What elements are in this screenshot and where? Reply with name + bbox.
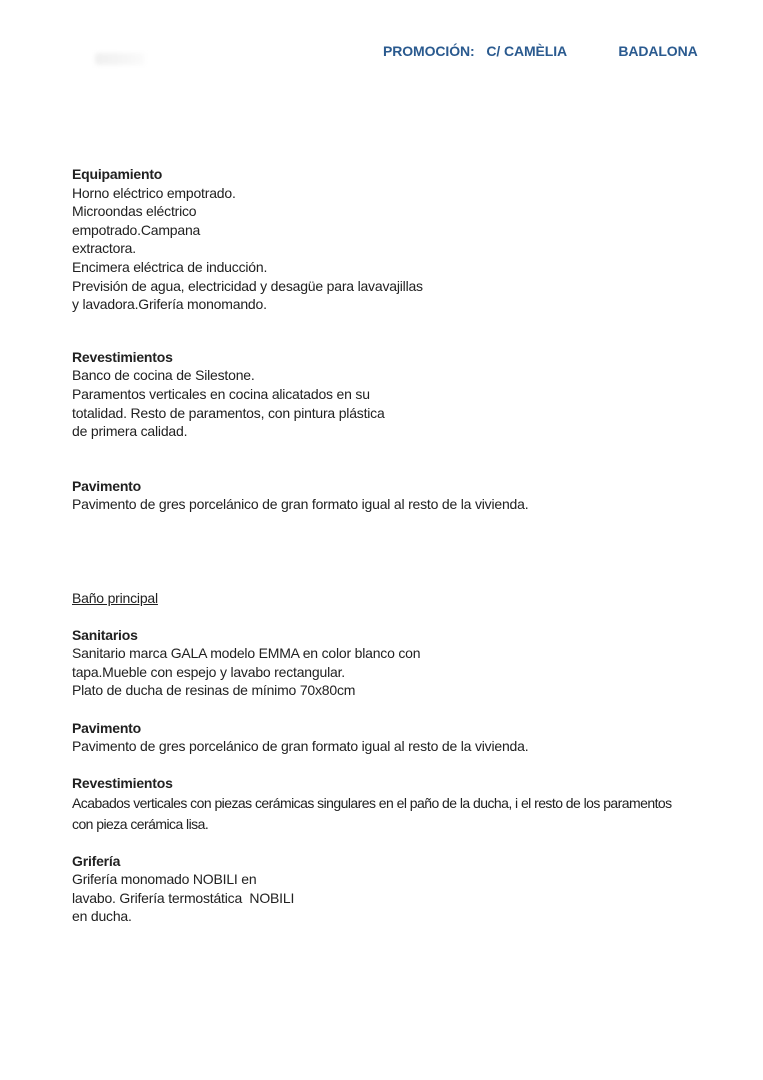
text-line: Microondas eléctrico: [72, 203, 197, 220]
text-line: extractora.: [72, 240, 136, 257]
text-line: Grifería monomado NOBILI en: [72, 871, 257, 888]
text-line: Previsión de agua, electricidad y desagüe para lavavajillas: [72, 277, 423, 294]
text-line: Sanitario marca GALA modelo EMMA en color blanco con: [72, 645, 421, 662]
section-equipamiento: [72, 165, 715, 314]
section-heading: Baño principal: [72, 589, 158, 606]
section-lines: [72, 737, 715, 756]
section-heading: Pavimento: [72, 477, 141, 494]
section-heading: Equipamiento: [72, 166, 163, 182]
section-heading: Pavimento: [72, 719, 141, 736]
text-line: lavabo. Grifería termostática NOBILI: [72, 889, 295, 906]
document-body: [72, 0, 715, 926]
text-line: tapa.Mueble con espejo y lavabo rectangular.: [72, 663, 345, 680]
section-revestimientos-bano: [72, 774, 715, 835]
text-line: Paramentos verticales en cocina alicatados en su: [72, 385, 370, 402]
text-line: de primera calidad.: [72, 423, 188, 440]
text-line: Pavimento de gres porcelánico de gran formato igual al resto de la vivienda.: [72, 738, 529, 755]
section-sanitarios: [72, 626, 715, 700]
section-heading: Revestimientos: [72, 348, 173, 365]
text-line: Acabados verticales con piezas cerámicas singulares en el paño de la ducha, i el resto de los paramentos: [72, 794, 672, 811]
text-line: Pavimento de gres porcelánico de gran formato igual al resto de la vivienda.: [72, 496, 529, 513]
section-pavimento-bano: [72, 719, 715, 756]
text-line: Banco de cocina de Silestone.: [72, 367, 255, 384]
text-line: y lavadora.Grifería monomando.: [72, 296, 267, 313]
promotion-city: BADALONA: [618, 43, 698, 59]
section-lines: [72, 793, 715, 835]
section-pavimento-cocina: [72, 477, 715, 514]
text-line: Horno eléctrico empotrado.: [72, 184, 236, 201]
section-heading: Revestimientos: [72, 775, 173, 792]
promotion-street: C/ CAMÈLIA: [486, 43, 567, 59]
text-line: empotrado.Campana: [72, 221, 201, 238]
section-griferia: [72, 852, 715, 926]
section-lines: [72, 366, 715, 440]
section-revestimientos-cocina: [72, 348, 715, 441]
section-heading: Grifería: [72, 852, 121, 869]
section-lines: [72, 495, 715, 514]
text-line: con pieza cerámica lisa.: [72, 815, 209, 832]
text-line: en ducha.: [72, 908, 132, 925]
text-line: totalidad. Resto de paramentos, con pintura plástica: [72, 404, 385, 421]
text-line: Encimera eléctrica de inducción.: [72, 258, 268, 275]
section-lines: [72, 184, 715, 314]
text-line: Plato de ducha de resinas de mínimo 70x80cm: [72, 682, 356, 699]
section-lines: [72, 644, 715, 700]
promotion-label: PROMOCIÓN:: [383, 43, 475, 59]
section-heading: Sanitarios: [72, 626, 138, 643]
section-bano-principal: [72, 589, 715, 608]
section-lines: [72, 870, 715, 926]
